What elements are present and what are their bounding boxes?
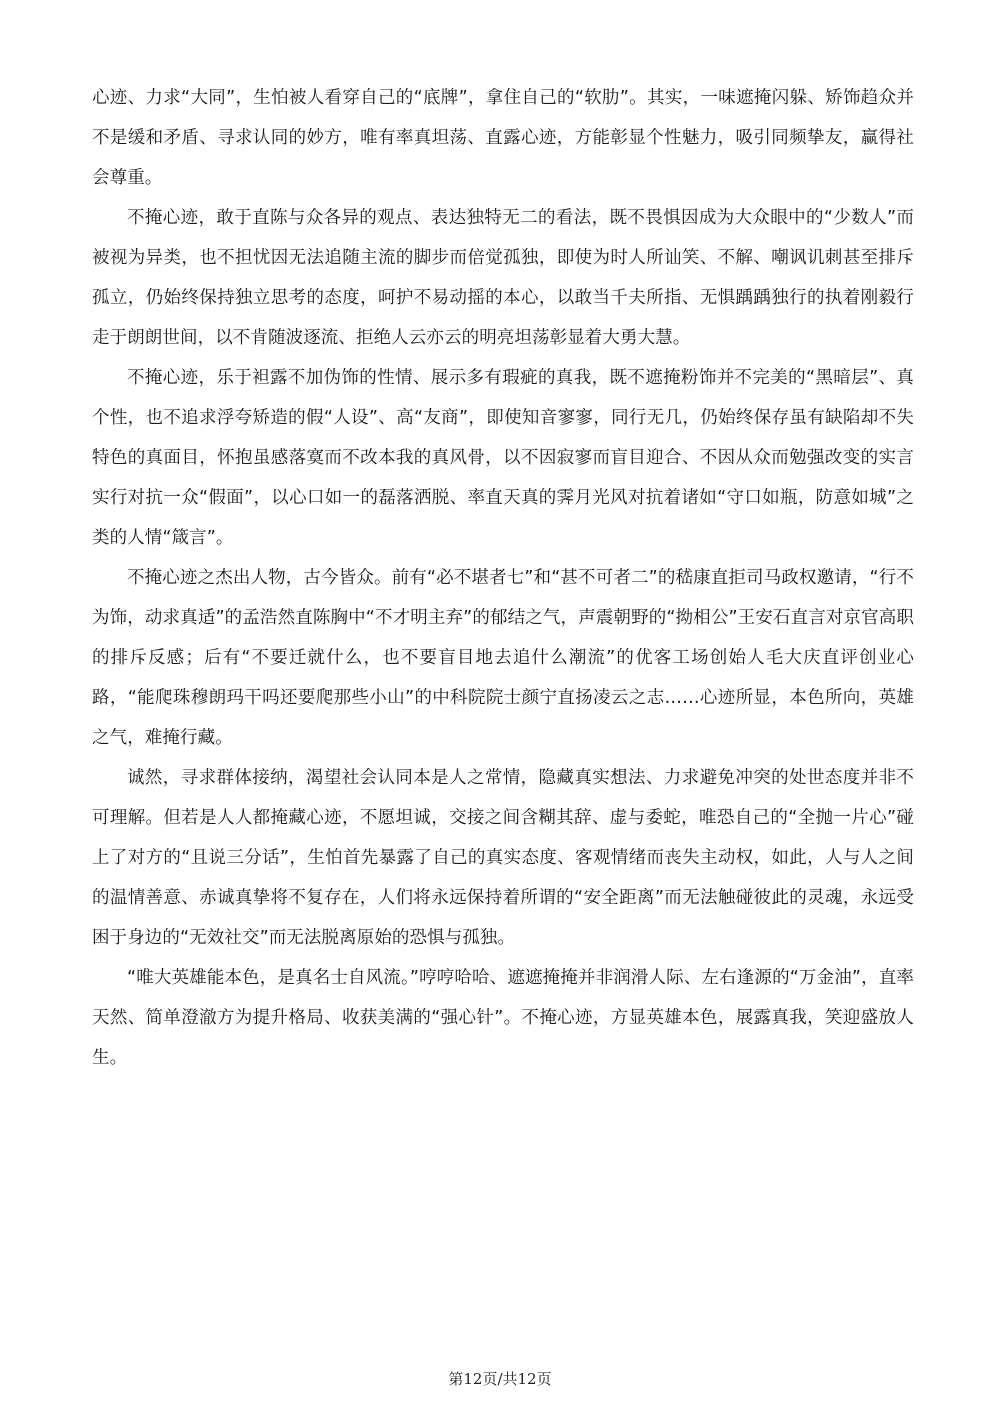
paragraph-continuation: 心迹、力求“大同”，生怕被人看穿自己的“底牌”，拿住自己的“软肋”。其实，一味遮掩闪躲、矫饰趋众并不是缓和矛盾、寻求认同的妙方，唯有率真坦荡、直露心迹，方能彰显个性魅力，吸引同频挚友，赢得社会尊重。 bbox=[92, 88, 914, 188]
document-body bbox=[92, 78, 914, 1078]
paragraph-conclusion: “唯大英雄能本色，是真名士自风流。”哼哼哈哈、遮遮掩掩并非润滑人际、左右逢源的“万金油”，直率天然、简单澄澈方为提升格局、收获美满的“强心针”。不掩心迹，方显英雄本色，展露真我，笑迎盛放人生。 bbox=[92, 968, 914, 1068]
paragraph-historical-figures: 不掩心迹之杰出人物，古今皆众。前有“必不堪者七”和“甚不可者二”的嵇康直拒司马政权邀请，“行不为饰，动求真适”的孟浩然直陈胸中“不才明主弃”的郁结之气，声震朝野的“拗相公”王安石直言对京官高职的排斥反感；后有“不要迁就什么，也不要盲目地去追什么潮流”的优客工场创始人毛大庆直评创业心路，“能爬珠穆朗玛干吗还要爬那些小山”的中科院院士颜宁直扬凌云之志……心迹所显，本色所向，英雄之气，难掩行藏。 bbox=[92, 568, 914, 748]
paragraph-counterargument: 诚然，寻求群体接纳，渴望社会认同本是人之常情，隐藏真实想法、力求避免冲突的处世态度并非不可理解。但若是人人都掩藏心迹，不愿坦诚，交接之间含糊其辞、虚与委蛇，唯恐自己的“全抛一片心”碰上了对方的“且说三分话”，生怕首先暴露了自己的真实态度、客观情绪而丧失主动权，如此，人与人之间的温情善意、赤诚真挚将不复存在，人们将永远保持着所谓的“安全距离”而无法触碰彼此的灵魂，永远受困于身边的“无效社交”而无法脱离原始的恐惧与孤独。 bbox=[92, 768, 914, 948]
page-number-footer: 第12页/共12页 bbox=[448, 1370, 552, 1388]
paragraph-true-self: 不掩心迹，乐于袒露不加伪饰的性情、展示多有瑕疵的真我，既不遮掩粉饰并不完美的“黑暗层”、真个性，也不追求浮夸矫造的假“人设”、高“友商”，即使知音寥寥，同行无几，仍始终保存虽有缺陷却不失特色的真面目，怀抱虽感落寞而不改本我的真风骨，以不因寂寥而盲目迎合、不因从众而勉强改变的实言实行对抗一众“假面”，以心口如一的磊落洒脱、率直天真的霁月光风对抗着诸如“守口如瓶，防意如城”之类的人情“箴言”。 bbox=[92, 368, 914, 548]
paragraph-bold-opinion: 不掩心迹，敢于直陈与众各异的观点、表达独特无二的看法，既不畏惧因成为大众眼中的“少数人”而被视为异类，也不担忧因无法追随主流的脚步而倍觉孤独，即使为时人所讪笑、不解、嘲讽讥刺甚至排斥孤立，仍始终保持独立思考的态度，呵护不易动摇的本心，以敢当千夫所指、无惧踽踽独行的执着刚毅行走于朗朗世间，以不肯随波逐流、拒绝人云亦云的明亮坦荡彰显着大勇大慧。 bbox=[92, 208, 914, 348]
